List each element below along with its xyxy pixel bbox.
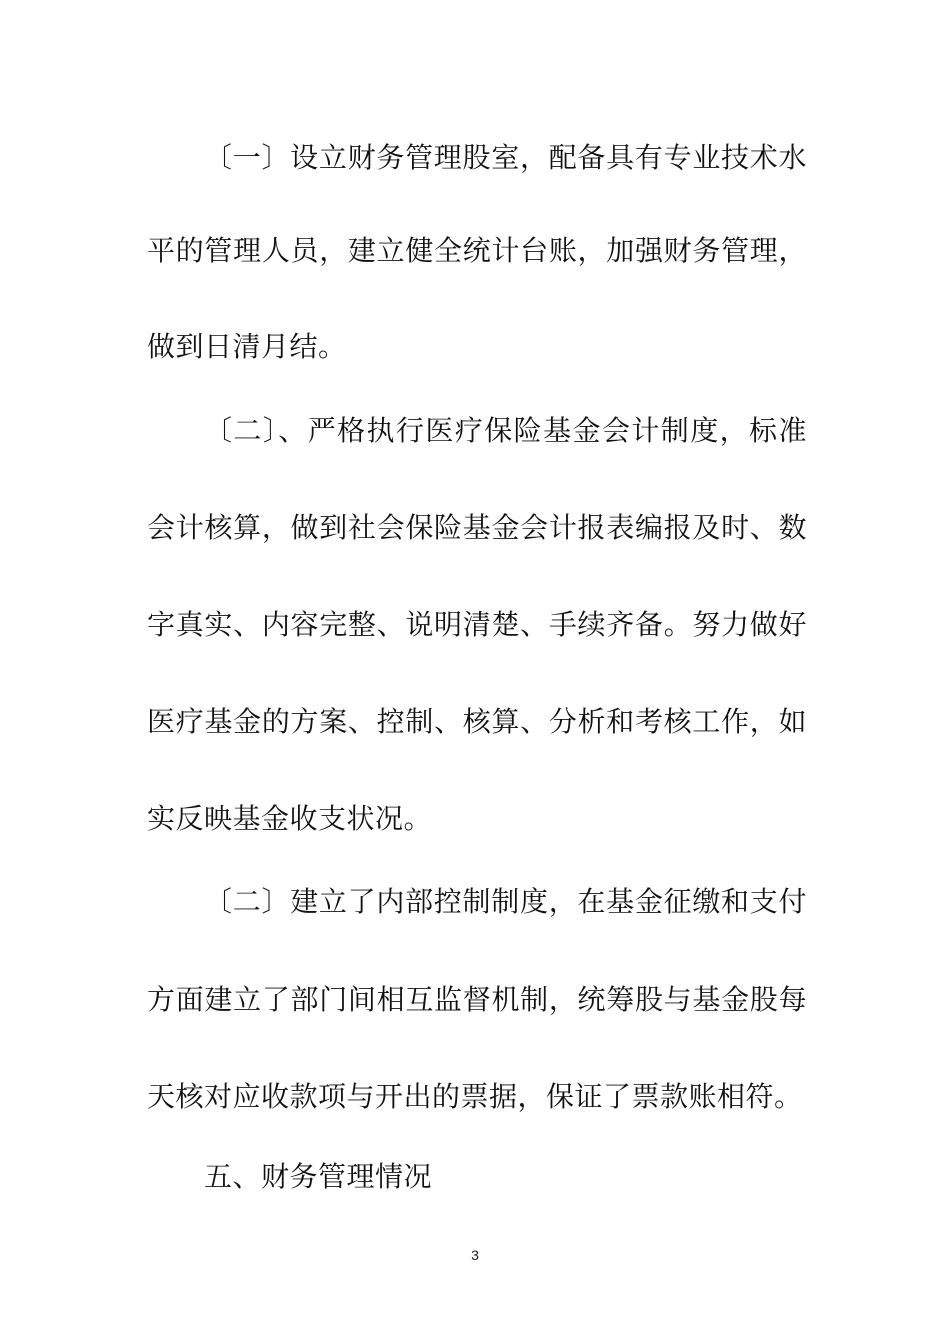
paragraph-2-line-4: 医疗基金的方案、控制、核算、分析和考核工作，如 <box>147 705 807 738</box>
paragraph-2-line-5: 实反映基金收支状况。 <box>147 802 433 835</box>
page-number: 3 <box>471 1247 479 1263</box>
paragraph-2-line-3: 字真实、内容完整、说明清楚、手续齐备。努力做好 <box>147 608 807 641</box>
paragraph-1-line-2: 平的管理人员，建立健全统计台账，加强财务管理， <box>147 234 807 267</box>
paragraph-1-line-1: 〔一〕设立财务管理股室，配备具有专业技术水 <box>204 141 807 174</box>
paragraph-2-line-2: 会计核算，做到社会保险基金会计报表编报及时、数 <box>147 511 807 544</box>
paragraph-3-line-2: 方面建立了部门间相互监督机制，统筹股与基金股每 <box>147 983 807 1016</box>
paragraph-2-line-1: 〔二〕、严格执行医疗保险基金会计制度，标准 <box>204 414 807 447</box>
section-heading: 五、财务管理情况 <box>204 1160 433 1193</box>
paragraph-1-line-3: 做到日清月结。 <box>147 330 347 363</box>
paragraph-3-line-3: 天核对应收款项与开出的票据，保证了票款账相符。 <box>147 1080 803 1113</box>
paragraph-3-line-1: 〔二〕建立了内部控制制度，在基金征缴和支付 <box>204 885 807 918</box>
